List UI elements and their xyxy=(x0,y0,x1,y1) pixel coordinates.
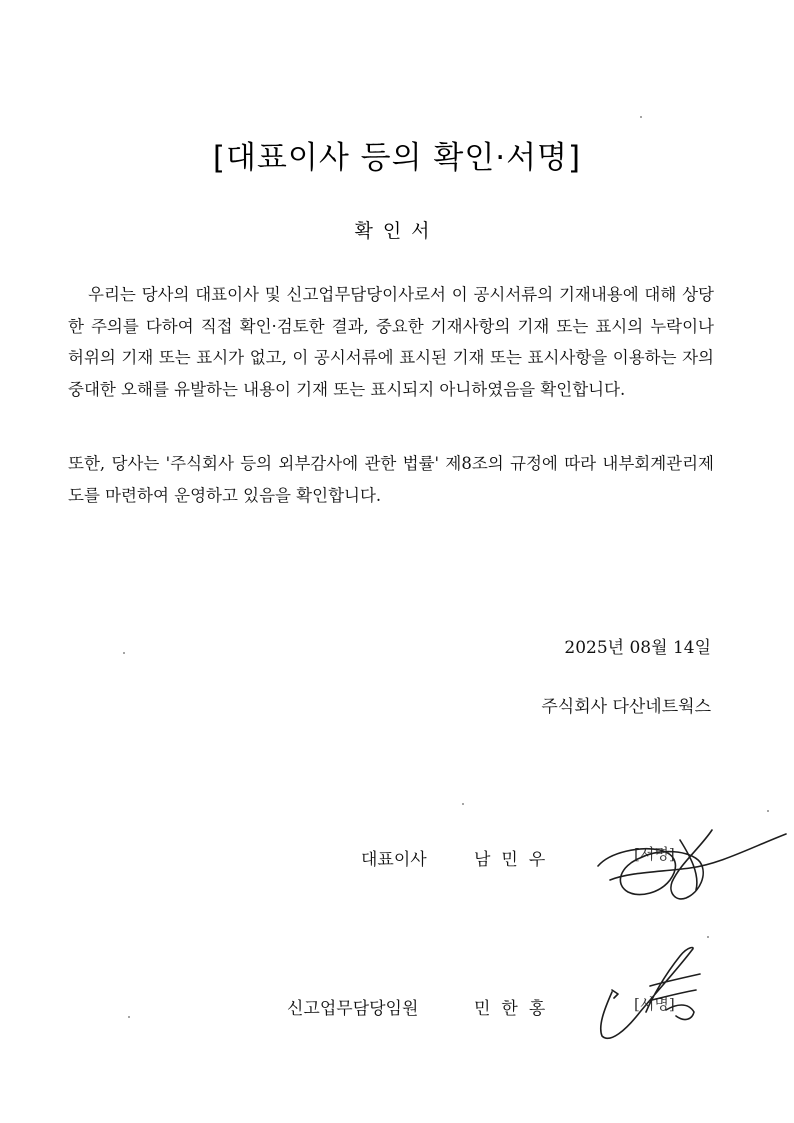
disclosure-officer-name: 민한홍 xyxy=(474,999,557,1019)
document-date: 2025년 08월 14일 xyxy=(564,638,711,658)
confirmation-paragraph: 우리는 당사의 대표이사 및 신고업무담당이사로서 이 공시서류의 기재내용에 대해 상당한 주의를 다하여 직접 확인·검토한 결과, 중요한 기재사항의 기재 또는 표시의 누락이나 허위의 기재 또는 표시가 없고, 이 공시서류에 표시된 기재 또는 표시사항을 이용하는 자의 중대한 오해를 유발하는 내용이 기재 또는 표시되지 아니하였음을 확인합니다. xyxy=(68,285,714,399)
scan-speck xyxy=(707,936,709,938)
ceo-sign-mark: [서명] xyxy=(634,845,675,863)
company-name: 주식회사 다산네트웍스 xyxy=(541,697,711,717)
ceo-name: 남민우 xyxy=(474,850,557,870)
scan-speck xyxy=(128,1016,130,1018)
document-subtitle: 확인서 xyxy=(354,220,440,242)
ceo-role-label: 대표이사 xyxy=(361,850,427,870)
scan-speck xyxy=(123,652,125,654)
disclosure-officer-sign-mark: [서명] xyxy=(634,995,675,1013)
disclosure-officer-role-label: 신고업무담당임원 xyxy=(287,999,419,1019)
scan-speck xyxy=(767,810,769,812)
scan-speck xyxy=(640,116,642,118)
ceo-signature xyxy=(598,830,786,899)
internal-control-paragraph: 또한, 당사는 '주식회사 등의 외부감사에 관한 법률' 제8조의 규정에 따라 내부회계관리제도를 마련하여 운영하고 있음을 확인합니다. xyxy=(68,454,714,505)
document-title: [대표이사 등의 확인·서명] xyxy=(212,140,582,176)
scan-speck xyxy=(462,803,464,805)
